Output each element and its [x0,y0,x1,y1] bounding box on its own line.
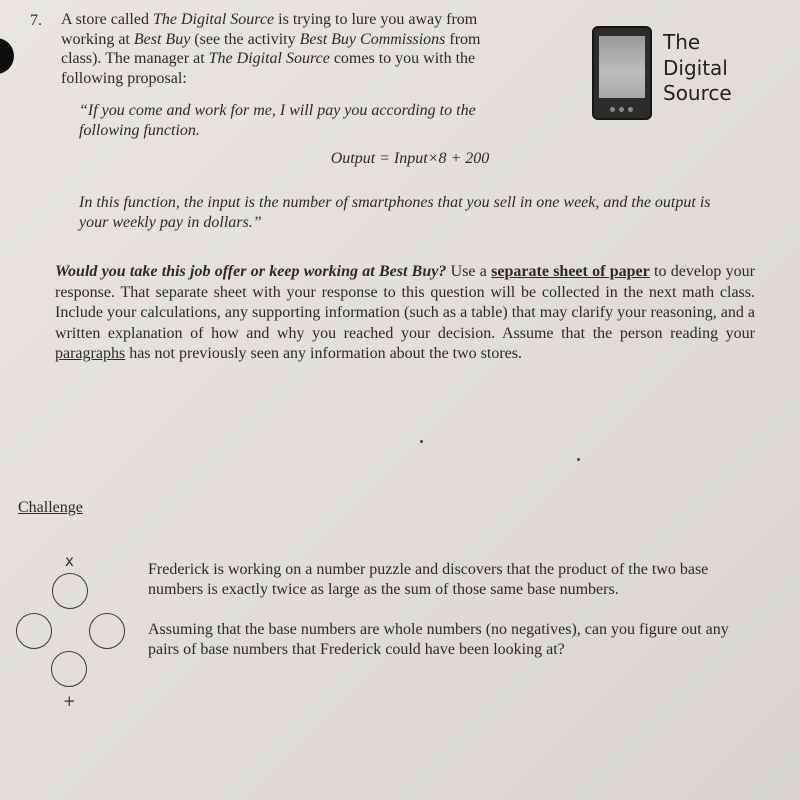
challenge-heading: Challenge [18,499,83,516]
text-run: Would you take this job offer or keep working at Best Buy? [55,263,447,280]
brand-line: Digital [663,55,728,80]
task-instructions [55,262,755,365]
text-run: from class). The manager at [61,30,481,67]
puzzle-paragraph: Frederick is working on a number puzzle and discovers that the product of the two base numbers is exactly twice as large as the sum of those same base numbers. [148,561,709,598]
pay-function-formula: Output = Input×8 + 200 [330,150,490,167]
smartphone-icon [592,26,652,120]
text-run: (see the activity [190,30,300,48]
product-circle [52,573,88,609]
text-run: is trying to lure you away from working at [61,11,478,48]
puzzle-text [148,560,748,680]
text-run: paragraphs [55,345,126,363]
text-run: The Digital Source [152,11,275,28]
brand-line: Source [663,81,732,105]
puzzle-question: Assuming that the base numbers are whole numbers (no negatives), can you figure out any pairs of base numbers that Frederick could have been looking at? [148,621,729,658]
sum-circle [51,651,87,687]
binder-hole [0,38,14,74]
plus-symbol: + [63,692,76,710]
text-run: comes to you with the following proposal: [61,50,476,87]
proposal-quote-end: In this function, the input is the number of smartphones that you sell in one week, and the output is your weekly pay in dollars.” [79,194,711,231]
text-run: has not previously seen any information about the two stores. [125,345,522,363]
store-logo-text [663,30,783,107]
text-run: Best Buy Commissions [299,30,446,48]
text-run: The Digital Source [208,50,330,67]
brand-line: The [663,30,701,54]
multiply-symbol: x [65,552,74,570]
text-run: Use a [446,263,492,280]
left-base-circle [16,613,52,649]
paper-speck [577,458,580,461]
text-run: Best Buy [133,30,191,48]
proposal-quote-start: “If you come and work for me, I will pay you according to the following function. [79,102,476,139]
right-base-circle [89,613,125,649]
question-intro [61,10,521,88]
paper-speck [420,440,423,443]
question-number: 7. [30,12,42,29]
text-run: to develop your response. That separate sheet with your response to this question will be collected in the next math class. Include your calculations, any supporting information (such as a table) that may clarify your reasoning, and a written explanation of how and why you reached your decision. Assume that the person reading your [55,263,755,342]
text-run: separate sheet of paper [491,263,650,280]
text-run: A store called [61,11,153,28]
